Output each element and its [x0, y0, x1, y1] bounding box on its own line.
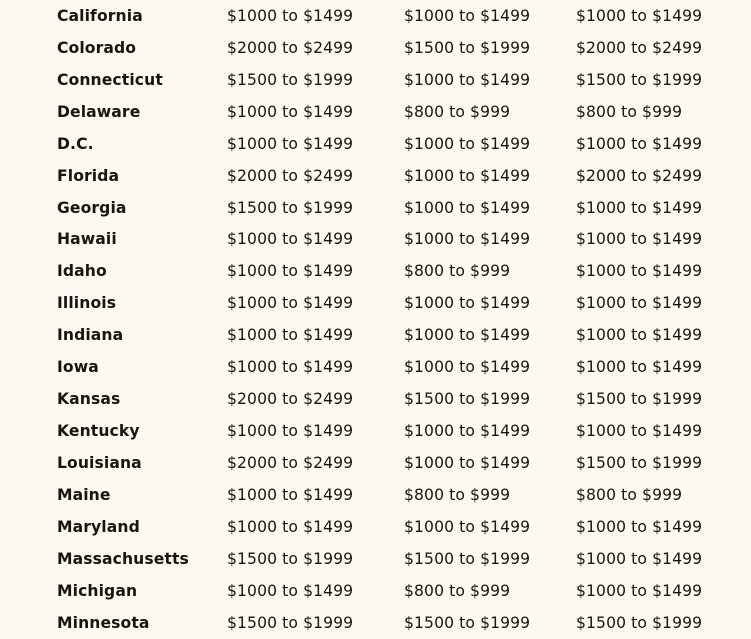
- table-row: [0, 544, 751, 576]
- cost-range-1: $1000 to $1499: [227, 517, 354, 536]
- state-name: Minnesota: [57, 613, 150, 632]
- cost-range-2: $800 to $999: [404, 102, 511, 121]
- cost-range-3: $1000 to $1499: [576, 230, 703, 249]
- state-name: D.C.: [57, 134, 94, 153]
- table-row: [0, 448, 751, 480]
- cost-range-1: $1000 to $1499: [227, 358, 354, 377]
- cost-range-1: $2000 to $2499: [227, 390, 354, 409]
- cost-range-3: $1000 to $1499: [576, 134, 703, 153]
- cost-range-1: $1500 to $1999: [227, 549, 354, 568]
- cost-range-3: $1000 to $1499: [576, 517, 703, 536]
- cost-range-2: $1000 to $1499: [404, 230, 531, 249]
- state-name: Delaware: [57, 102, 141, 121]
- table-row: [0, 161, 751, 193]
- state-name: Illinois: [57, 294, 117, 313]
- cost-range-2: $1000 to $1499: [404, 294, 531, 313]
- cost-range-2: $1000 to $1499: [404, 421, 531, 440]
- cost-range-3: $1000 to $1499: [576, 549, 703, 568]
- state-name: Kentucky: [57, 421, 140, 440]
- cost-range-1: $1000 to $1499: [227, 134, 354, 153]
- cost-range-3: $2000 to $2499: [576, 38, 703, 57]
- cost-range-3: $1500 to $1999: [576, 70, 703, 89]
- table-row: [0, 352, 751, 384]
- cost-range-2: $800 to $999: [404, 262, 511, 281]
- cost-range-1: $2000 to $2499: [227, 38, 354, 57]
- state-name: Connecticut: [57, 70, 163, 89]
- state-name: Maryland: [57, 517, 140, 536]
- table-row: [0, 256, 751, 288]
- table-row: [0, 65, 751, 97]
- cost-range-3: $1500 to $1999: [576, 453, 703, 472]
- state-name: Georgia: [57, 198, 127, 217]
- cost-range-1: $1500 to $1999: [227, 70, 354, 89]
- table-row: [0, 512, 751, 544]
- table-row: [0, 384, 751, 416]
- table-row: [0, 193, 751, 225]
- cost-range-2: $1000 to $1499: [404, 358, 531, 377]
- state-name: Louisiana: [57, 453, 142, 472]
- cost-range-3: $1000 to $1499: [576, 421, 703, 440]
- table-row: [0, 416, 751, 448]
- cost-range-1: $1000 to $1499: [227, 421, 354, 440]
- table-row: [0, 1, 751, 33]
- table-row: [0, 33, 751, 65]
- cost-range-2: $1000 to $1499: [404, 7, 531, 25]
- cost-range-3: $1000 to $1499: [576, 326, 703, 345]
- state-name: Idaho: [57, 262, 107, 281]
- cost-range-3: $1000 to $1499: [576, 581, 703, 600]
- cost-range-3: $1000 to $1499: [576, 198, 703, 217]
- cost-range-1: $1000 to $1499: [227, 262, 354, 281]
- cost-range-1: $1500 to $1999: [227, 613, 354, 632]
- cost-range-1: $1000 to $1499: [227, 294, 354, 313]
- cost-range-1: $1000 to $1499: [227, 102, 354, 121]
- cost-range-2: $800 to $999: [404, 581, 511, 600]
- state-name: Indiana: [57, 326, 124, 345]
- cost-range-1: $1500 to $1999: [227, 198, 354, 217]
- state-name: Colorado: [57, 38, 137, 57]
- cost-range-1: $1000 to $1499: [227, 326, 354, 345]
- state-name: California: [57, 7, 143, 25]
- state-cost-table: [0, 1, 751, 639]
- state-name: Iowa: [57, 358, 99, 377]
- cost-range-1: $1000 to $1499: [227, 7, 354, 25]
- cost-range-3: $1000 to $1499: [576, 7, 703, 25]
- cost-range-3: $1500 to $1999: [576, 613, 703, 632]
- cost-range-2: $1500 to $1999: [404, 549, 531, 568]
- state-name: Massachusetts: [57, 549, 189, 568]
- cost-range-2: $1500 to $1999: [404, 613, 531, 632]
- cost-range-3: $2000 to $2499: [576, 166, 703, 185]
- table-row: [0, 320, 751, 352]
- state-name: Kansas: [57, 390, 121, 409]
- cost-range-2: $1000 to $1499: [404, 70, 531, 89]
- table-row: [0, 608, 751, 639]
- cost-range-3: $1000 to $1499: [576, 294, 703, 313]
- cost-range-3: $1000 to $1499: [576, 262, 703, 281]
- table-row: [0, 97, 751, 129]
- cost-range-3: $1500 to $1999: [576, 390, 703, 409]
- cost-range-1: $1000 to $1499: [227, 230, 354, 249]
- cost-range-1: $2000 to $2499: [227, 453, 354, 472]
- table-row: [0, 129, 751, 161]
- cost-range-3: $800 to $999: [576, 485, 683, 504]
- table-row: [0, 576, 751, 608]
- cost-range-2: $1000 to $1499: [404, 166, 531, 185]
- state-name: Florida: [57, 166, 120, 185]
- cost-range-2: $1000 to $1499: [404, 517, 531, 536]
- table-row: [0, 288, 751, 320]
- cost-range-2: $1000 to $1499: [404, 326, 531, 345]
- cost-range-2: $1500 to $1999: [404, 38, 531, 57]
- state-name: Hawaii: [57, 230, 117, 249]
- table-row: [0, 224, 751, 256]
- cost-range-2: $800 to $999: [404, 485, 511, 504]
- cost-range-2: $1000 to $1499: [404, 198, 531, 217]
- cost-range-3: $800 to $999: [576, 102, 683, 121]
- cost-range-2: $1000 to $1499: [404, 134, 531, 153]
- cost-range-1: $1000 to $1499: [227, 485, 354, 504]
- state-name: Michigan: [57, 581, 138, 600]
- table-row: [0, 480, 751, 512]
- cost-range-2: $1000 to $1499: [404, 453, 531, 472]
- state-name: Maine: [57, 485, 111, 504]
- cost-range-2: $1500 to $1999: [404, 390, 531, 409]
- cost-range-1: $2000 to $2499: [227, 166, 354, 185]
- cost-range-3: $1000 to $1499: [576, 358, 703, 377]
- cost-range-1: $1000 to $1499: [227, 581, 354, 600]
